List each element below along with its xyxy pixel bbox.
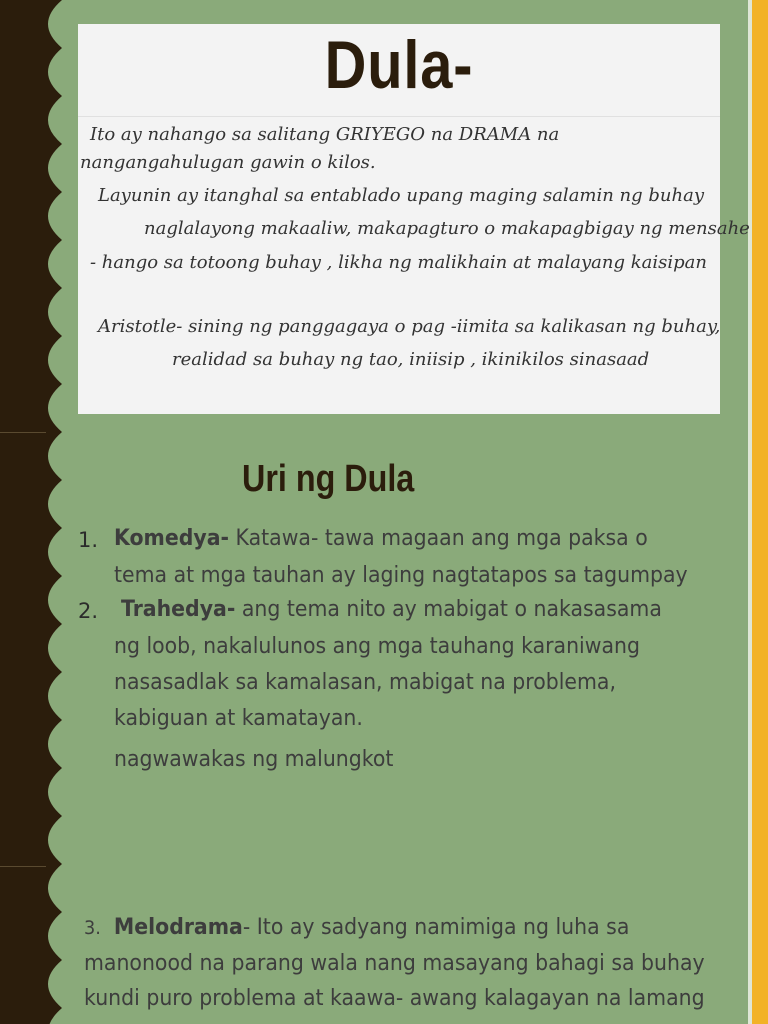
card-line: Layunin ay itanghal sa entablado upang maging salamin ng buhay: [98, 185, 705, 206]
item-text: - Ito ay sadyang namimiga ng luha sa: [242, 915, 630, 940]
item-text: kundi puro problema at kaawa- awang kalagayan na lamang: [84, 986, 705, 1011]
item-text: kabiguan at kamatayan.: [114, 706, 363, 731]
card-line: Aristotle- sining ng panggagaya o pag -iimita sa kalikasan ng buhay,: [98, 316, 721, 337]
wavy-edge: [0, 0, 62, 1024]
list-item: [84, 915, 629, 940]
definition-card: [78, 24, 750, 414]
term-label: Melodrama: [113, 915, 243, 940]
card-title: Dula-: [324, 27, 474, 103]
item-text: manonood na parang wala nang masayang bahagi sa buhay: [84, 951, 705, 976]
list-number: 2.: [78, 599, 99, 623]
strip-divider: [0, 432, 46, 433]
term-label: Trahedya-: [121, 597, 236, 622]
item-text: tema at mga tauhan ay laging nagtatapos sa tagumpay: [114, 563, 688, 588]
list-item: [121, 597, 662, 622]
item-text: nagwawakas ng malungkot: [114, 747, 394, 772]
card-line: nangangahulugan gawin o kilos.: [80, 152, 376, 173]
card-line: - hango sa totoong buhay , likha ng malikhain at malayang kaisipan: [90, 252, 707, 273]
section-title: Uri ng Dula: [242, 458, 415, 500]
list-number: 1.: [78, 528, 99, 552]
left-decorative-strip: [0, 0, 62, 1024]
item-text: Katawa- tawa magaan ang mga paksa o: [229, 526, 648, 551]
strip-divider: [0, 866, 46, 867]
term-label: Komedya-: [114, 526, 230, 551]
item-text: ang tema nito ay mabigat o nakasasama: [235, 597, 662, 622]
right-accent-bar: [752, 0, 768, 1024]
list-item: [114, 526, 648, 551]
card-line: naglalayong makaaliw, makapagturo o makapagbigay ng mensahe: [144, 218, 750, 239]
card-divider: [78, 116, 720, 117]
item-text: nasasadlak sa kamalasan, mabigat na problema,: [114, 670, 616, 695]
list-number: 3.: [84, 917, 101, 939]
card-line: realidad sa buhay ng tao, iniisip , ikinikilos sinasaad: [172, 349, 650, 370]
item-text: ng loob, nakalulunos ang mga tauhang karaniwang: [114, 634, 640, 659]
card-line: Ito ay nahango sa salitang GRIYEGO na DRAMA na: [90, 124, 560, 145]
